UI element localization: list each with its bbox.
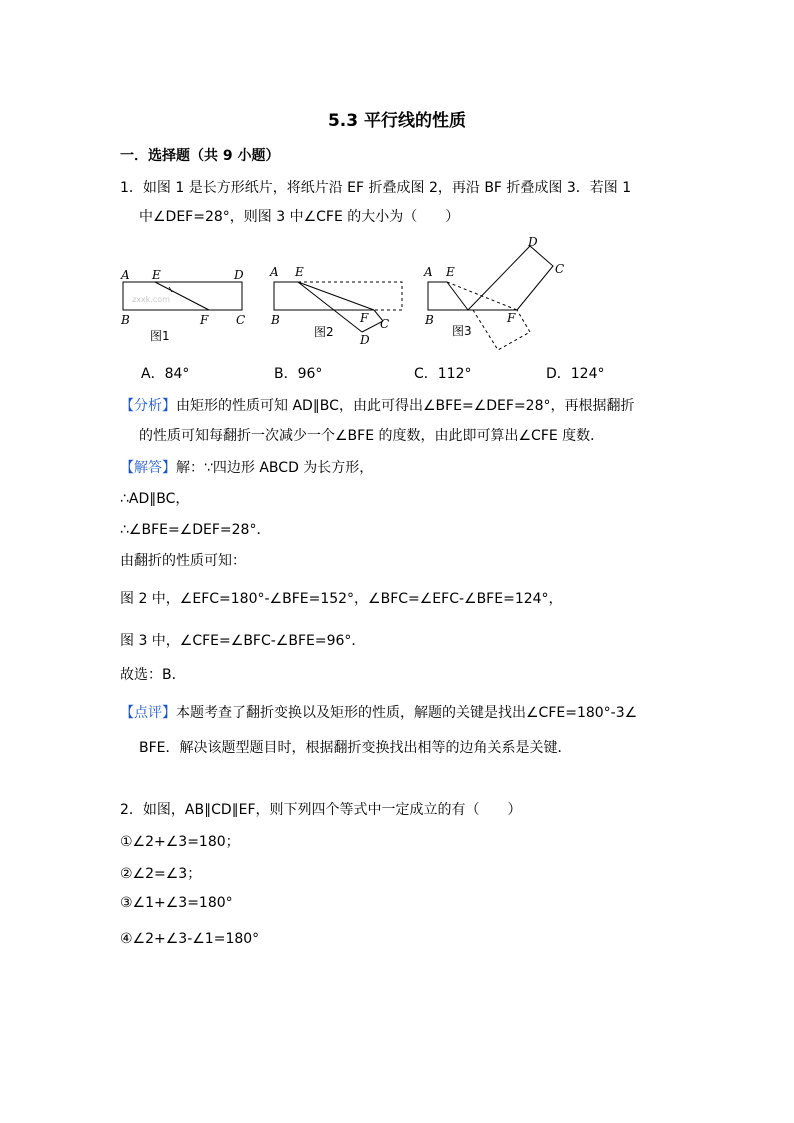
fig2-label-d2: D — [360, 333, 370, 347]
section-heading: 一．选择题（共 9 小题） — [120, 148, 280, 164]
fig1-label-c: C — [236, 313, 246, 327]
q1-analysis-line2: 的性质可知每翻折一次减少一个∠BFE 的度数，由此即可算出∠CFE 度数． — [139, 428, 605, 444]
fig2-label-e: E — [295, 265, 304, 279]
q2-item-1: ①∠2+∠3=180； — [120, 834, 240, 850]
comment-tag: 【点评】 — [120, 705, 176, 721]
fig2-caption: 图2 — [314, 325, 334, 339]
q1-step-1: ∴AD∥BC， — [120, 491, 190, 507]
q1-figures — [112, 232, 592, 352]
figure-1 — [120, 268, 245, 343]
analysis-text: 由矩形的性质可知 AD∥BC，由此可得出∠BFE=∠DEF=28°，再根据翻折 — [176, 398, 635, 414]
answer-tag: 【解答】 — [120, 460, 176, 476]
q1-option-b: B．96° — [274, 366, 323, 382]
analysis-tag: 【分析】 — [120, 398, 176, 414]
q1-step-5: 图 3 中，∠CFE=∠BFC-∠BFE=96°． — [120, 633, 366, 649]
fig1-label-e: E — [152, 268, 161, 282]
q2-item-3: ③∠1+∠3=180° — [120, 895, 233, 911]
fig3-caption: 图3 — [452, 324, 472, 338]
fig2-label-b: B — [271, 313, 280, 327]
fig3-label-f: F — [507, 311, 516, 325]
q1-figure-svg — [112, 232, 592, 352]
q1-choice: 故选：B． — [120, 667, 186, 683]
fig1-caption: 图1 — [150, 329, 170, 343]
q1-step-2: ∴∠BFE=∠DEF=28°． — [120, 522, 271, 538]
fig3-label-c: C — [555, 262, 565, 276]
q1-step-3: 由翻折的性质可知： — [120, 553, 246, 569]
q1-step-4: 图 2 中，∠EFC=180°-∠BFE=152°，∠BFC=∠EFC-∠BFE=124°， — [120, 591, 563, 607]
fig1-label-d: D — [234, 268, 244, 282]
figure-3 — [423, 235, 564, 350]
q1-option-c: C．112° — [414, 366, 472, 382]
figure-2 — [269, 265, 402, 347]
q1-comment-line2: BFE．解决该题型题目时，根据翻折变换找出相等的边角关系是关键． — [139, 740, 572, 756]
answer-text: 解：∵四边形 ABCD 为长方形， — [176, 460, 374, 476]
fig3-label-d: D — [528, 235, 538, 249]
fig2-label-a: A — [270, 265, 279, 279]
page-title: 5.3 平行线的性质 — [327, 111, 467, 131]
q1-option-a: A．84° — [141, 366, 190, 382]
fig3-label-e: E — [446, 265, 455, 279]
fig2-label-c: C — [380, 317, 390, 331]
q2-stem: 2．如图，AB∥CD∥EF，则下列四个等式中一定成立的有（ ） — [120, 802, 522, 818]
q1-comment-line1 — [120, 702, 637, 722]
fig3-label-b: B — [425, 313, 434, 327]
q2-item-4: ④∠2+∠3-∠1=180° — [120, 931, 260, 947]
q1-stem-line2: 中∠DEF=28°，则图 3 中∠CFE 的大小为（ ） — [139, 209, 460, 225]
fig1-label-f: F — [200, 313, 209, 327]
watermark: zxxk.com — [132, 295, 170, 304]
q1-analysis-line1 — [120, 395, 635, 415]
fig1-label-b: B — [121, 313, 130, 327]
comment-text: 本题考查了翻折变换以及矩形的性质，解题的关键是找出∠CFE=180°-3∠ — [176, 705, 638, 721]
q2-item-2: ②∠2=∠3； — [120, 866, 202, 882]
fig1-label-a: A — [121, 268, 130, 282]
fig2-label-f: F — [360, 311, 369, 325]
q1-stem-line1: 1．如图 1 是长方形纸片，将纸片沿 EF 折叠成图 2，再沿 BF 折叠成图 3．若图 1 — [120, 180, 632, 196]
fig3-label-a: A — [424, 265, 433, 279]
q1-answer-line1 — [120, 457, 373, 477]
q1-option-d: D．124° — [546, 366, 605, 382]
